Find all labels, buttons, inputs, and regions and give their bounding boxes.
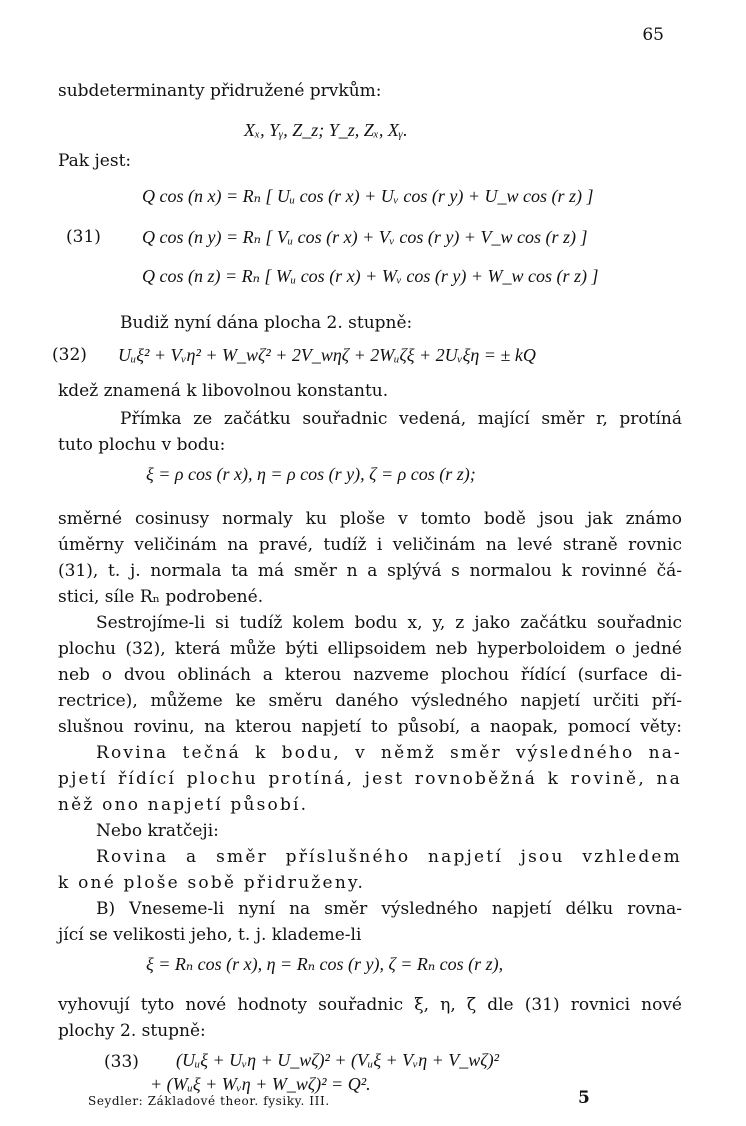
text-line: Budiž nyní dána plocha 2. stupně:	[120, 313, 413, 333]
text-line: plochy 2. stupně:	[58, 1021, 206, 1041]
page-number: 65	[642, 25, 664, 45]
footer-source: Seydler: Základové theor. fysiky. III.	[88, 1094, 330, 1108]
text-line: směrné cosinusy normaly ku ploše v tomto bodě jsou jak známo	[58, 509, 682, 529]
theorem-line: Rovina a směr příslušného napjetí jsou vzhledem	[96, 847, 682, 867]
text-line: vyhovují tyto nové hodnoty souřadnic ξ, η, ζ dle (31) rovnici nové	[58, 995, 682, 1015]
text-line: slušnou rovinu, na kterou napjetí to působí, a naopak, pomocí věty:	[58, 717, 682, 737]
footer-signature: 5	[578, 1088, 590, 1108]
equation-31-row-1: Q cos (n x) = Rₙ [ Uᵤ cos (r x) + Uᵥ cos (r y) + U_w cos (r z) ]	[142, 186, 594, 206]
equation-31-row-3: Q cos (n z) = Rₙ [ Wᵤ cos (r x) + Wᵥ cos (r y) + W_w cos (r z) ]	[142, 266, 599, 286]
text-line: Pak jest:	[58, 151, 132, 171]
equation-31-label: (31)	[66, 227, 101, 247]
text-line: Přímka ze začátku souřadnic vedená, mající směr r, protíná	[120, 409, 682, 429]
text-line: B) Vneseme-li nyní na směr výsledného napjetí délku rovna-	[96, 899, 682, 919]
text-line: neb o dvou oblinách a kterou nazveme plochou řídící (surface di-	[58, 665, 682, 685]
equation-33-row-2: + (Wᵤξ + Wᵥη + W_wζ)² = Q².	[150, 1074, 371, 1094]
theorem-line: něž ono napjetí působí.	[58, 795, 309, 815]
theorem-line: pjetí řídící plochu protíná, jest rovnoběžná k rovině, na	[58, 769, 682, 789]
text-line: Sestrojíme-li si tudíž kolem bodu x, y, z jako začátku souřadnic	[96, 613, 682, 633]
equation-33-row-1: (Uᵤξ + Uᵥη + U_wζ)² + (Vᵤξ + Vᵥη + V_wζ)²	[176, 1050, 499, 1070]
equation-32-label: (32)	[52, 345, 87, 365]
text-line: Nebo kratčeji:	[96, 821, 219, 841]
text-line: úměrny veličinám na pravé, tudíž i veličinám na levé straně rovnic	[58, 535, 682, 555]
text-line: (31), t. j. normala ta má směr n a splývá s normalou k rovinné čá-	[58, 561, 682, 581]
math-line: Xₓ, Yᵧ, Z_z; Y_z, Zₓ, Xᵧ.	[244, 120, 408, 140]
text-line: stici, síle Rₙ podrobené.	[58, 587, 264, 607]
equation-xi: ξ = ρ cos (r x), η = ρ cos (r y), ζ = ρ cos (r z);	[146, 464, 476, 484]
text-line: kdež znamená k libovolnou konstantu.	[58, 381, 389, 401]
equation-R: ξ = Rₙ cos (r x), η = Rₙ cos (r y), ζ = Rₙ cos (r z),	[146, 954, 504, 974]
text-line: jící se velikosti jeho, t. j. klademe-li	[58, 925, 362, 945]
equation-32: Uᵤξ² + Vᵥη² + W_wζ² + 2V_wηζ + 2Wᵤζξ + 2Uᵥξη = ± kQ	[118, 345, 536, 365]
text-line: subdeterminanty přidružené prvkům:	[58, 81, 382, 101]
equation-31-row-2: Q cos (n y) = Rₙ [ Vᵤ cos (r x) + Vᵥ cos (r y) + V_w cos (r z) ]	[142, 227, 588, 247]
equation-33-label: (33)	[104, 1052, 139, 1072]
theorem-line: k oné ploše sobě přidruženy.	[58, 873, 366, 893]
text-line: plochu (32), která může býti ellipsoidem neb hyperboloidem o jedné	[58, 639, 682, 659]
text-line: tuto plochu v bodu:	[58, 435, 226, 455]
text-line: rectrice), můžeme ke směru daného výsledného napjetí určiti pří-	[58, 691, 682, 711]
theorem-line: Rovina tečná k bodu, v němž směr výsledného na-	[96, 743, 682, 763]
